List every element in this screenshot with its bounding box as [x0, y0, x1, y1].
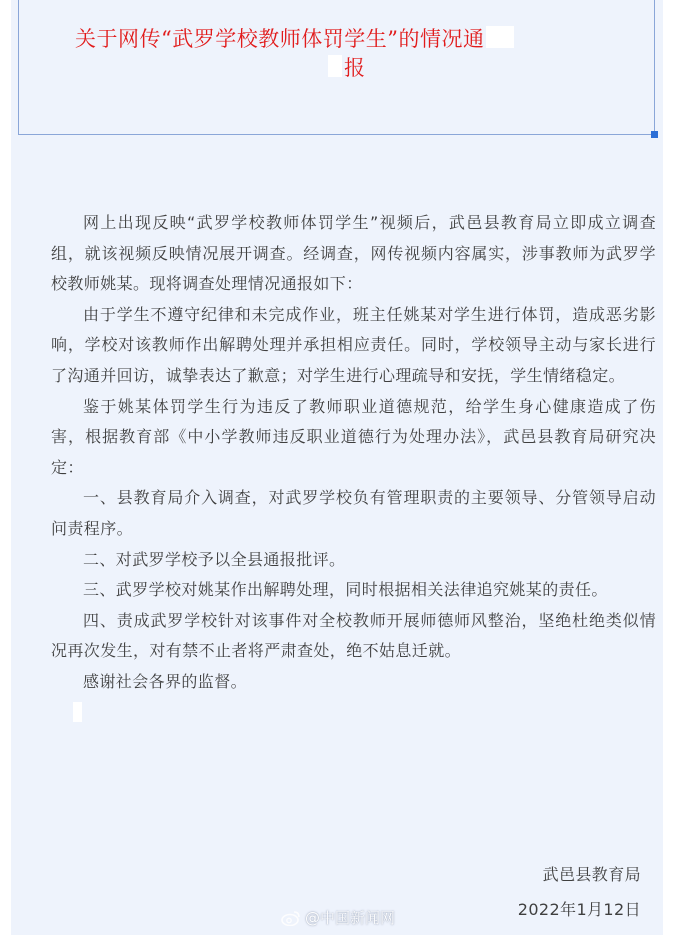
issue-date: 2022年1月12日 [517, 900, 641, 919]
document-body [51, 208, 656, 722]
paragraph-item-2: 二、对武罗学校予以全县通报批评。 [83, 549, 346, 569]
watermark-text: @中国新闻网 [305, 909, 396, 927]
document-title-line-2: 报 [344, 52, 366, 82]
paragraph-decision-basis: 鉴于姚某体罚学生行为违反了教师职业道德规范，给学生身心健康造成了伤害，根据教育部《中小学教师违反职业道德行为处理办法》，武邑县教育局研究决定： [51, 396, 656, 477]
watermark [281, 907, 395, 928]
paragraph-facts: 由于学生不遵守纪律和未完成作业，班主任姚某对学生进行体罚，造成恶劣影响，学校对该教师作出解聘处理并承担相应责任。同时，学校领导主动与家长进行了沟通并回访，诚挚表达了歉意；对学生进行心理疏导和安抚，学生情绪稳定。 [51, 304, 656, 385]
paragraph-thanks: 感谢社会各界的监督。 [83, 671, 248, 691]
document-page [11, 0, 663, 935]
issuer-signature: 武邑县教育局 [542, 865, 641, 884]
paragraph-item-4: 四、责成武罗学校针对该事件对全校教师开展师德师风整治，坚绝杜绝类似情况再次发生，对有禁不止者将严肃查处，绝不姑息迁就。 [51, 610, 656, 661]
title-text-box[interactable] [18, 0, 655, 135]
text-cursor-block [73, 702, 82, 722]
paragraph-item-3: 三、武罗学校对姚某作出解聘处理，同时根据相关法律追究姚某的责任。 [83, 580, 608, 600]
resize-handle[interactable] [651, 131, 658, 138]
paragraph-intro: 网上出现反映“武罗学校教师体罚学生”视频后，武邑县教育局立即成立调查组，就该视频反映情况展开调查。经调查，网传视频内容属实，涉事教师为武罗学校教师姚某。现将调查处理情况通报如下： [51, 213, 656, 294]
document-title-line-1: 关于网传“武罗学校教师体罚学生”的情况通 [75, 23, 484, 53]
weibo-icon [281, 910, 301, 926]
paragraph-item-1: 一、县教育局介入调查，对武罗学校负有管理职责的主要领导、分管领导启动问责程序。 [51, 488, 656, 538]
